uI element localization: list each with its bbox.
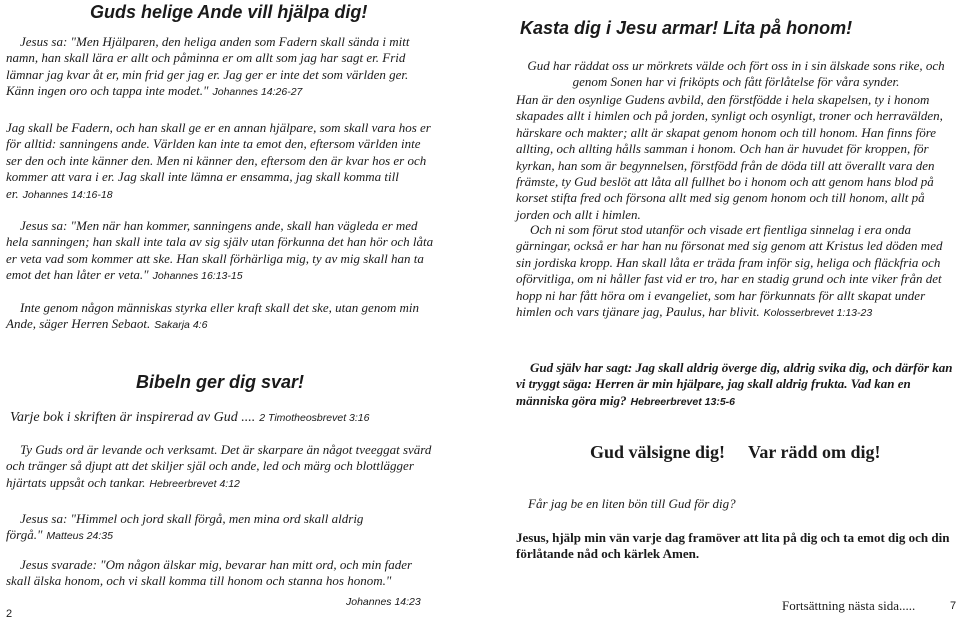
left-title-2: Bibeln ger dig svar! — [136, 372, 305, 392]
right-quote-4-ref: Hebreerbrevet 13:5-6 — [630, 395, 736, 408]
left-quote-4-ref: Sakarja 4:6 — [154, 319, 208, 332]
left-quote-4 — [6, 300, 436, 334]
right-quote-1: Gud har räddat oss ur mörkrets välde och fört oss in i sin älskade sons rike, och genom Sonen har vi friköpts och fått förlåtelse för våra synder. — [527, 58, 945, 90]
left-page-number: 2 — [6, 608, 13, 620]
continue-note: Fortsättning nästa sida..... — [782, 598, 916, 613]
left-quote-6 — [6, 442, 436, 492]
left-quote-1 — [6, 34, 436, 101]
left-quote-8 — [6, 557, 436, 590]
left-quote-2-text: Jag skall be Fadern, och han skall ge er en annan hjälpare, som skall vara hos er för alltid: sanningens ande. Världen kan inte ta emot den, eftersom världen inte ser den och inte känner den. Men ni känner den, eftersom den är kvar hos er och kommer att vara i er. Jag skall inte lämna er ensamma, jag skall komma till er. — [6, 120, 431, 201]
right-prayer: Jesus, hjälp min vän varje dag framöver att lita på dig och ta emot dig och din förlåtande nåd och kärlek Amen. — [516, 530, 950, 562]
right-quote-3-text: Och ni som förut stod utanför och visade ert fientliga sinnelag i era onda gärningar, också er har han nu försonat med sig genom att Kristus led döden med sin jordiska kropp. Han skall låta er träda fram inför sig, heliga och fläckfria och oförvitliga, om ni håller fast vid er tro, har en stadig grund och inte viker från det hopp ni har fått höra om i evangeliet, som har förkunnats för allt skapat under himlen och vars tjänare jag, Paulus, har blivit. — [516, 222, 943, 320]
left-quote-4-text: Inte genom någon människas styrka eller kraft skall det ske, utan genom min Ande, säger Herren Sebaot. — [6, 300, 419, 332]
right-quote-4 — [516, 360, 956, 410]
right-title: Kasta dig i Jesu armar! Lita på honom! — [520, 18, 853, 38]
left-quote-1-text: Jesus sa: "Men Hjälparen, den heliga anden som Fadern skall sända i mitt namn, han skall lära er allt och påminna er om allt som jag har sagt er. Frid lämnar jag kvar åt er, min frid ger jag er. Jag ger er inte det som världen ger. Känn ingen oro och tappa inte modet." — [6, 34, 410, 99]
right-title-2a: Gud välsigne dig! — [590, 442, 726, 462]
left-quote-8-ref: Johannes 14:23 — [346, 596, 421, 608]
left-quote-7-ref: Matteus 24:35 — [46, 530, 113, 543]
right-quote-3-ref: Kolosserbrevet 1:13-23 — [763, 307, 873, 320]
left-quote-5 — [10, 410, 440, 426]
left-quote-7 — [6, 511, 436, 545]
left-quote-3-text: Jesus sa: "Men när han kommer, sanningens ande, skall han vägleda er med hela sanningen; han skall inte tala av sig själv utan förkunna det han hör och låta er veta vad som kommer att ske. Han skall förhärliga mig, ty av mig skall han ta emot det han låter er veta." — [6, 218, 434, 283]
right-prayer-question: Får jag be en liten bön till Gud för dig? — [528, 496, 736, 511]
left-quote-1-ref: Johannes 14:26-27 — [212, 86, 303, 99]
left-quote-7-text: Jesus sa: "Himmel och jord skall förgå, men mina ord skall aldrig förgå." — [6, 511, 364, 543]
left-quote-3 — [6, 218, 436, 285]
right-title-2b: Var rädd om dig! — [748, 442, 881, 462]
right-quote-4-text: Gud själv har sagt: Jag skall aldrig överge dig, aldrig svika dig, och därför kan vi tryggt säga: Herren är min hjälpare, jag skall aldrig frukta. Vad kan en människa göra mig? — [516, 360, 953, 408]
left-quote-2-ref: Johannes 14:16-18 — [22, 188, 113, 201]
left-quote-5-ref: 2 Timotheosbrevet 3:16 — [259, 412, 370, 424]
right-page-number: 7 — [950, 600, 957, 612]
right-quote-3 — [516, 222, 956, 321]
left-quote-6-ref: Hebreerbrevet 4:12 — [149, 477, 240, 490]
left-quote-8-text: Jesus svarade: "Om någon älskar mig, bevarar han mitt ord, och min fader skall älska honom, och vi skall komma till honom och stanna hos honom." — [6, 557, 413, 589]
left-title: Guds helige Ande vill hjälpa dig! — [90, 2, 368, 22]
left-quote-5-text: Varje bok i skriften är inspirerad av Gud .... — [10, 410, 256, 425]
left-quote-2 — [6, 120, 436, 203]
left-quote-3-ref: Johannes 16:13-15 — [152, 270, 243, 283]
right-quote-2: Han är den osynlige Gudens avbild, den förstfödde i hela skapelsen, ty i honom skapades allt i himlen och på jorden, synligt och osynligt, troner och herravälden, härskare och makter; allt är skapat genom honom och till honom. Han finns före allting, och allting hålls samman i honom. Och han är huvudet för kroppen, för kyrkan, han som är begynnelsen, förstfödd från de döda till att överallt vara den främste, ty Gud beslöt att låta all fullhet bo i honom och att genom hans blod på korset stifta fred och försona allt med sig genom honom och till honom, allt på jorden och allt i himlen. — [516, 92, 943, 222]
left-quote-6-text: Ty Guds ord är levande och verksamt. Det är skarpare än något tveeggat svärd och tränger så djupt att det skiljer själ och ande, led och märg och blottlägger hjärtats uppsåt och tankar. — [6, 442, 432, 490]
